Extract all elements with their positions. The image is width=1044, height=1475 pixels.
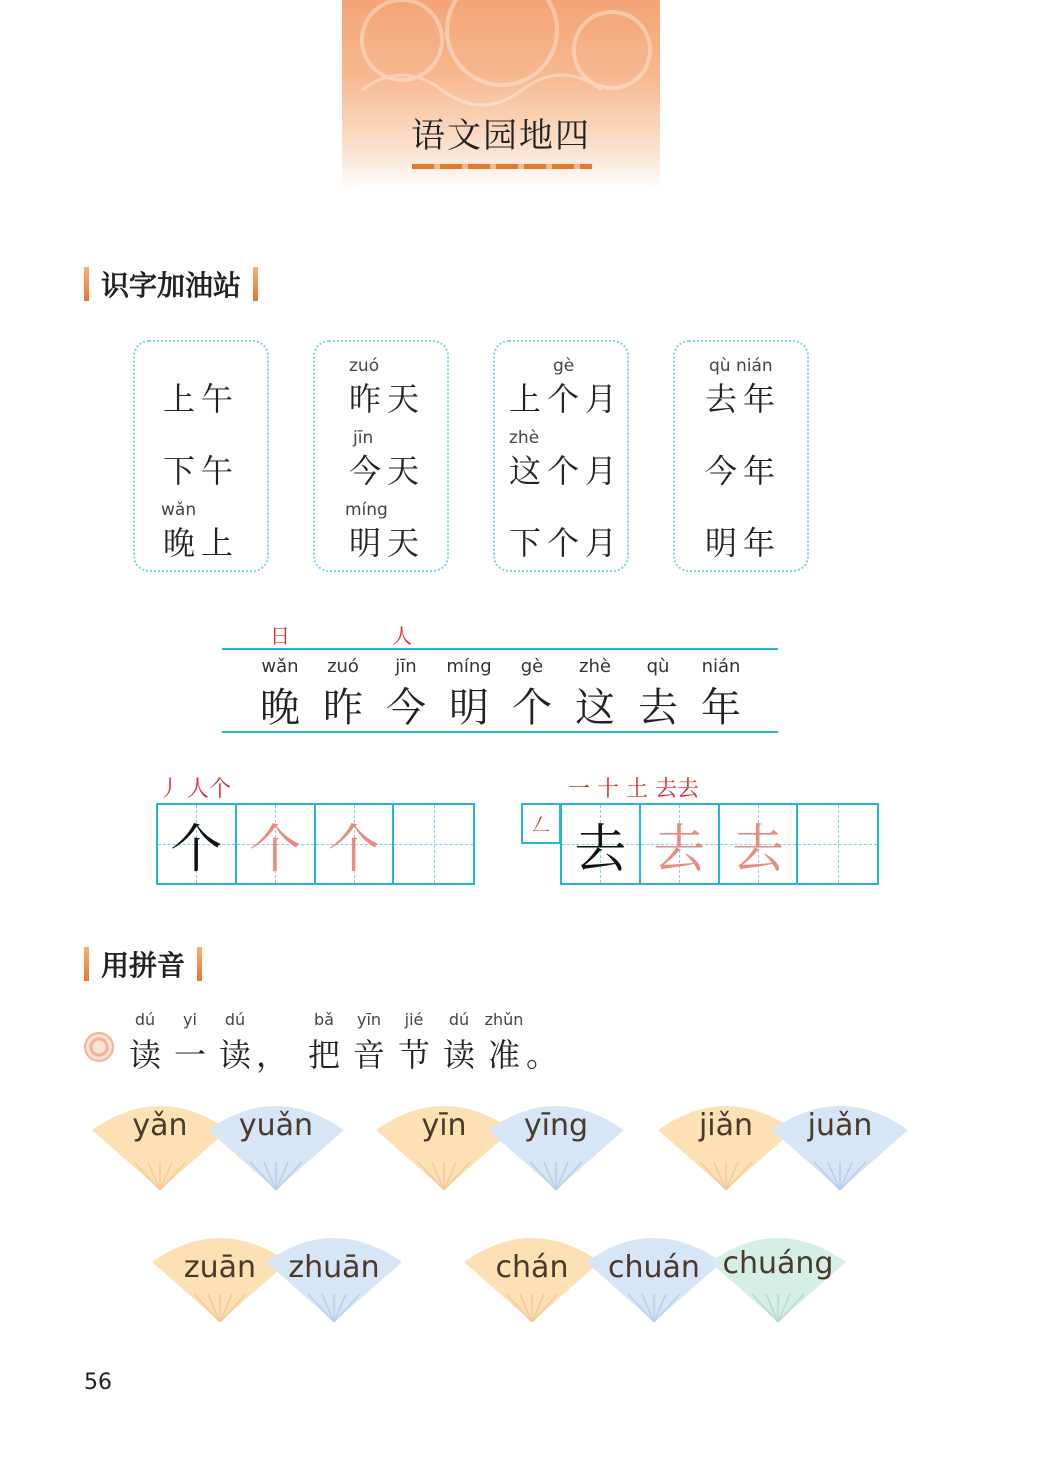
- page-number: 56: [84, 1370, 112, 1395]
- model-char: 去: [574, 819, 627, 880]
- fan-label: yuǎn: [238, 1108, 314, 1143]
- card-word: 下个月: [509, 524, 624, 562]
- char: 昨: [323, 685, 363, 731]
- grid-cell: [237, 805, 316, 883]
- char: 个: [512, 685, 552, 731]
- fan-label: zuān: [183, 1250, 257, 1285]
- model-char: 个: [170, 819, 223, 880]
- fan-label: yǎn: [132, 1108, 188, 1143]
- section-bar-left: [84, 947, 89, 981]
- char: 晚: [260, 685, 300, 731]
- card-pinyin: míng: [345, 500, 388, 520]
- fan-label: yīn: [421, 1108, 467, 1143]
- pinyin-fan: [772, 1100, 908, 1190]
- char-pinyin: nián: [701, 656, 741, 677]
- writing-grid-ge: [156, 803, 475, 885]
- char: 今: [386, 685, 426, 731]
- card-pinyin: zuó: [349, 356, 380, 376]
- card-word: 这个月: [509, 452, 624, 490]
- writing-grid-qu: [560, 803, 879, 885]
- card-word: 晚上: [163, 524, 240, 562]
- read-char: 读: [218, 1036, 251, 1074]
- card-word: 上午: [163, 380, 240, 418]
- trace-char: 去: [653, 819, 706, 880]
- char-pinyin: gè: [520, 656, 544, 677]
- read-pinyin: bǎ: [314, 1010, 334, 1029]
- grid-cell-empty[interactable]: [394, 805, 473, 883]
- read-punct: 。: [525, 1036, 558, 1074]
- read-pinyin: yīn: [356, 1010, 382, 1029]
- char-pinyin: wǎn: [261, 656, 299, 677]
- pinyin-fan: [208, 1100, 344, 1190]
- card-word: 明年: [705, 524, 782, 562]
- fan-label: chán: [495, 1250, 569, 1285]
- char: 年: [701, 685, 741, 731]
- read-char: 音: [352, 1036, 385, 1074]
- card-pinyin: gè: [553, 356, 575, 376]
- word-card: [313, 340, 449, 572]
- trace-char: 个: [249, 819, 302, 880]
- read-char: 把: [307, 1036, 340, 1074]
- trace-char: 去: [731, 819, 784, 880]
- fan-label: chuáng: [722, 1246, 834, 1281]
- char-pinyin: míng: [446, 656, 492, 677]
- section-title: 用拼音: [101, 949, 186, 982]
- radical-ri: 日: [270, 624, 290, 648]
- pinyin-fan: [464, 1232, 600, 1322]
- section-heading-literacy: [84, 264, 258, 304]
- stroke-order-qu: 一 十 土 去去: [568, 777, 699, 802]
- char: 去: [638, 685, 678, 731]
- read-punct: ，: [255, 1036, 288, 1074]
- stroke-hint: 𠃋: [532, 814, 550, 836]
- read-char: 准: [487, 1036, 520, 1074]
- fan-label: chuán: [608, 1250, 700, 1285]
- pinyin-fan: [488, 1100, 624, 1190]
- card-pinyin: zhè: [509, 428, 540, 448]
- fan-label: juǎn: [807, 1108, 873, 1143]
- pinyin-fan: [710, 1232, 846, 1322]
- grid-cell: [158, 805, 237, 883]
- word-card: [493, 340, 629, 572]
- pinyin-fan: [266, 1232, 402, 1322]
- card-pinyin: wǎn: [161, 500, 197, 520]
- section-heading-pinyin: [84, 944, 202, 984]
- card-word: 上个月: [509, 380, 624, 418]
- card-word: 昨天: [349, 380, 426, 418]
- stroke-hint-box: [521, 803, 561, 844]
- grid-cell: [562, 805, 641, 883]
- word-card: [133, 340, 269, 572]
- char-line-top-rule: [222, 648, 778, 650]
- word-card: [673, 340, 809, 572]
- card-word: 下午: [163, 452, 240, 490]
- header-banner: [342, 0, 660, 190]
- section-bar-right: [253, 267, 258, 301]
- char-pinyin: zhè: [579, 656, 611, 677]
- radical-ren: 人: [392, 624, 412, 648]
- pinyin-fan: [586, 1232, 722, 1322]
- grid-cell-empty[interactable]: [798, 805, 877, 883]
- trace-char: 个: [327, 819, 380, 880]
- read-pinyin: dú: [134, 1010, 156, 1029]
- char-pinyin: qù: [646, 656, 670, 677]
- read-pinyin: dú: [448, 1010, 470, 1029]
- fan-label: zhuān: [288, 1250, 380, 1285]
- grid-cell: [720, 805, 799, 883]
- title-underline: [412, 164, 592, 169]
- card-word: 明天: [349, 524, 426, 562]
- read-pinyin: zhǔn: [484, 1010, 524, 1029]
- read-aloud-icon: [84, 1032, 114, 1062]
- char: 这: [575, 685, 615, 731]
- read-pinyin: yi: [183, 1010, 197, 1029]
- section-bar-right: [197, 947, 202, 981]
- section-title: 识字加油站: [101, 269, 242, 302]
- char: 明: [449, 685, 489, 731]
- read-char: 一: [173, 1036, 206, 1074]
- fan-label: jiǎn: [698, 1108, 754, 1143]
- read-char: 读: [442, 1036, 475, 1074]
- read-char: 节: [397, 1036, 430, 1074]
- grid-cell: [316, 805, 395, 883]
- section-bar-left: [84, 267, 89, 301]
- page-title: 语文园地四: [411, 116, 591, 156]
- char-pinyin: zuó: [327, 656, 359, 677]
- card-word: 今天: [349, 452, 426, 490]
- card-word: 去年: [705, 380, 782, 418]
- fan-label: yīng: [523, 1108, 589, 1143]
- read-pinyin: dú: [224, 1010, 246, 1029]
- char-pinyin: jīn: [395, 656, 417, 677]
- read-pinyin: jié: [404, 1010, 424, 1029]
- card-pinyin: jīn: [353, 428, 374, 448]
- read-char: 读: [128, 1036, 161, 1074]
- banner-pattern: [342, 0, 660, 110]
- grid-cell: [641, 805, 720, 883]
- card-pinyin: qù nián: [709, 356, 773, 376]
- card-word: 今年: [705, 452, 782, 490]
- stroke-order-ge: 丿 人个: [158, 777, 231, 802]
